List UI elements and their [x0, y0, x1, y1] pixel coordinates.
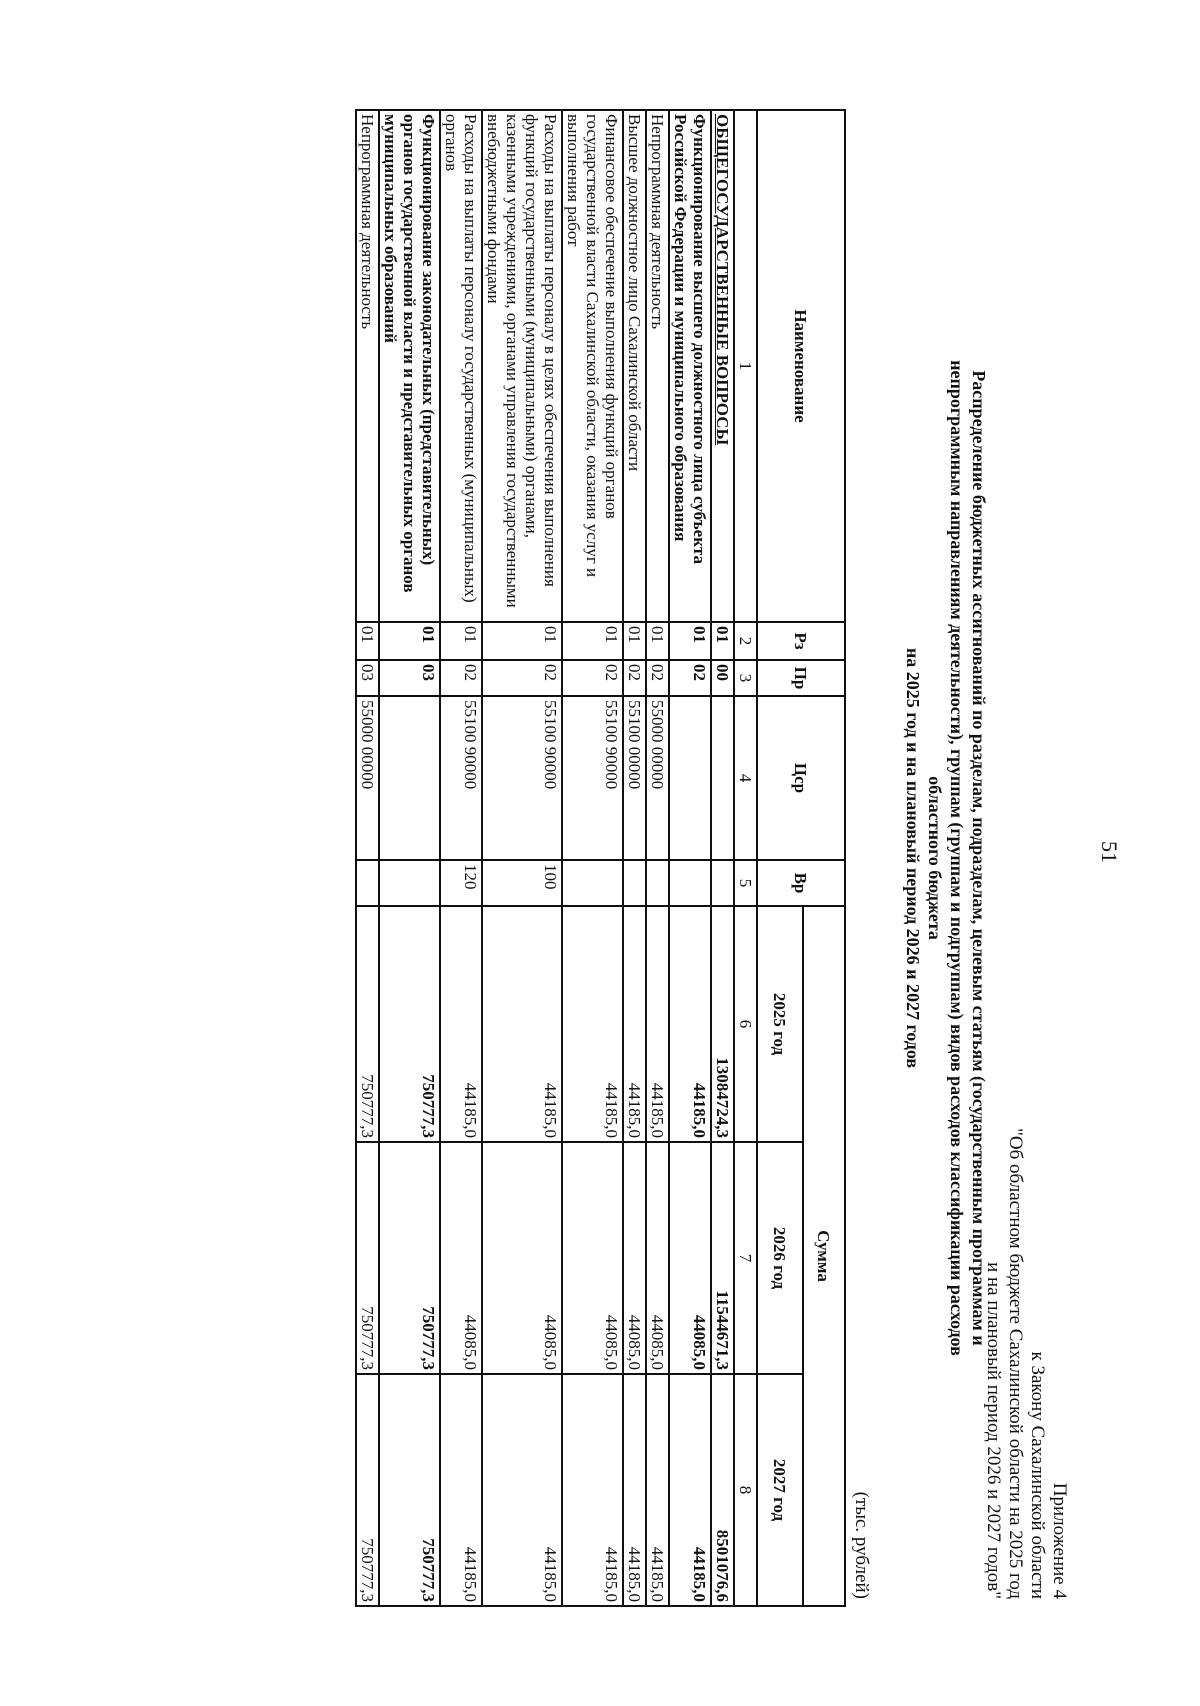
row-rz: 01 [623, 622, 646, 660]
row-amount-2025: 44185,0 [646, 906, 669, 1142]
col-number: 7 [734, 1142, 757, 1374]
row-amount-2026: 44085,0 [669, 1142, 711, 1374]
row-pr: 00 [711, 660, 734, 696]
col-number: 1 [734, 110, 757, 622]
row-rz: 01 [562, 622, 623, 660]
budget-table [355, 109, 846, 1607]
row-amount-2026: 750777,3 [379, 1142, 440, 1374]
appendix-header [982, 1128, 1070, 1599]
row-pr: 03 [356, 660, 379, 696]
table-row [356, 110, 379, 1606]
row-rz: 01 [482, 622, 562, 660]
row-name-text: Непрограммная деятельность [358, 114, 377, 330]
header-vr: Вр [757, 860, 845, 906]
col-number: 6 [734, 906, 757, 1142]
header-pr: Пр [757, 660, 845, 696]
row-pr: 02 [482, 660, 562, 696]
title-line: на 2025 год и на плановый период 2026 и 2027 годов [903, 647, 923, 1069]
row-amount-2027: 44185,0 [646, 1374, 669, 1606]
row-name-text: Функционирование законодательных (представительных) органов государственной власти и представительных органов муниципальных образований [381, 114, 438, 593]
units-label: (тыс. рублей) [851, 1491, 872, 1599]
row-csr [669, 696, 711, 860]
header-csr: Цср [757, 696, 845, 860]
row-rz: 01 [356, 622, 379, 660]
row-name [482, 110, 562, 622]
row-amount-2025: 13084724,3 [711, 906, 734, 1142]
header-name: Наименование [757, 110, 845, 622]
row-name-text: Финансовое обеспечение выполнения функций органов государственной власти Сахалинской области, оказания услуг и выполнения работ [564, 114, 621, 578]
row-vr: 120 [440, 860, 482, 906]
row-csr: 55000 00000 [356, 696, 379, 860]
col-number: 5 [734, 860, 757, 906]
col-number: 3 [734, 660, 757, 696]
row-pr: 02 [669, 660, 711, 696]
col-number: 8 [734, 1374, 757, 1606]
col-number: 2 [734, 622, 757, 660]
row-pr: 02 [623, 660, 646, 696]
row-rz: 01 [711, 622, 734, 660]
row-amount-2025: 44185,0 [669, 906, 711, 1142]
header-2027: 2027 год [757, 1374, 803, 1606]
table-row [646, 110, 669, 1606]
row-rz: 01 [379, 622, 440, 660]
row-name-text: Высшее должностное лицо Сахалинской области [625, 114, 644, 472]
row-name [379, 110, 440, 622]
row-amount-2027: 750777,3 [356, 1374, 379, 1606]
row-amount-2027: 750777,3 [379, 1374, 440, 1606]
row-amount-2026: 11544671,3 [711, 1142, 734, 1374]
table-body [356, 110, 734, 1606]
row-amount-2027: 44185,0 [482, 1374, 562, 1606]
row-amount-2026: 44085,0 [562, 1142, 623, 1374]
row-amount-2025: 44185,0 [562, 906, 623, 1142]
row-rz: 01 [440, 622, 482, 660]
row-amount-2027: 8501076,6 [711, 1374, 734, 1606]
row-name-text: Расходы на выплаты персоналу в целях обеспечения выполнения функций государственными (муниципальными) органами, казенными учреждениями, органами управления государственными внебюджетными фондами [484, 114, 560, 608]
title-line: Распределение бюджетных ассигнований по разделам, подразделам, целевым статьям (государственным программам и [969, 370, 989, 1346]
appendix-line: и на плановый период 2026 и 2027 годов" [983, 1262, 1004, 1599]
row-vr [562, 860, 623, 906]
title-line: непрограммным направлениям деятельности), группам (группам и подгруппам) видов расходов классификации расходов [947, 360, 967, 1356]
row-amount-2026: 44085,0 [440, 1142, 482, 1374]
row-name-text: ОБЩЕГОСУДАРСТВЕННЫЕ ВОПРОСЫ [713, 114, 732, 446]
row-amount-2027: 44185,0 [623, 1374, 646, 1606]
row-name-text: Непрограммная деятельность [648, 114, 667, 330]
row-pr: 03 [379, 660, 440, 696]
row-vr: 100 [482, 860, 562, 906]
row-amount-2027: 44185,0 [562, 1374, 623, 1606]
header-sum: Сумма [803, 906, 845, 1606]
table-row [711, 110, 734, 1606]
row-csr: 55100 90000 [562, 696, 623, 860]
row-rz: 01 [646, 622, 669, 660]
table-row [562, 110, 623, 1606]
header-rz: Рз [757, 622, 845, 660]
row-csr: 55100 00000 [623, 696, 646, 860]
row-name-text: Функционирование высшего должностного лица субъекта Российской Федерации и муниципального образования [671, 114, 709, 565]
row-vr [669, 860, 711, 906]
row-csr [379, 696, 440, 860]
row-amount-2025: 750777,3 [356, 906, 379, 1142]
appendix-line: "Об областном бюджете Сахалинской области на 2025 год [1005, 1128, 1026, 1599]
appendix-line: к Закону Сахалинской области [1027, 1351, 1048, 1599]
table-row [482, 110, 562, 1606]
row-name [440, 110, 482, 622]
row-name [562, 110, 623, 622]
header-2026: 2026 год [757, 1142, 803, 1374]
row-csr [711, 696, 734, 860]
row-name [623, 110, 646, 622]
row-amount-2025: 750777,3 [379, 906, 440, 1142]
row-pr: 02 [646, 660, 669, 696]
row-csr: 55100 90000 [482, 696, 562, 860]
page-number: 51 [1097, 841, 1122, 863]
row-amount-2026: 44085,0 [482, 1142, 562, 1374]
row-amount-2027: 44185,0 [669, 1374, 711, 1606]
title-line: областного бюджета [925, 776, 945, 940]
table-row [440, 110, 482, 1606]
appendix-line: Приложение 4 [1049, 1482, 1070, 1599]
row-amount-2026: 44085,0 [646, 1142, 669, 1374]
row-vr [379, 860, 440, 906]
row-pr: 02 [562, 660, 623, 696]
document-title [902, 293, 990, 1423]
row-amount-2025: 44185,0 [482, 906, 562, 1142]
row-rz: 01 [669, 622, 711, 660]
row-name [356, 110, 379, 622]
row-amount-2025: 44185,0 [623, 906, 646, 1142]
row-vr [623, 860, 646, 906]
table-row [623, 110, 646, 1606]
col-number: 4 [734, 696, 757, 860]
row-vr [711, 860, 734, 906]
row-csr: 55000 00000 [646, 696, 669, 860]
row-pr: 02 [440, 660, 482, 696]
row-name [669, 110, 711, 622]
header-2025: 2025 год [757, 906, 803, 1142]
table-row [669, 110, 711, 1606]
row-name [711, 110, 734, 622]
rotated-document [70, 73, 1130, 1633]
table-row [379, 110, 440, 1606]
row-amount-2026: 44085,0 [623, 1142, 646, 1374]
row-vr [356, 860, 379, 906]
row-csr: 55100 90000 [440, 696, 482, 860]
row-amount-2026: 750777,3 [356, 1142, 379, 1374]
row-vr [646, 860, 669, 906]
row-amount-2025: 44185,0 [440, 906, 482, 1142]
row-name [646, 110, 669, 622]
row-amount-2027: 44185,0 [440, 1374, 482, 1606]
row-name-text: Расходы на выплаты персоналу государственных (муниципальных) органов [442, 114, 480, 603]
